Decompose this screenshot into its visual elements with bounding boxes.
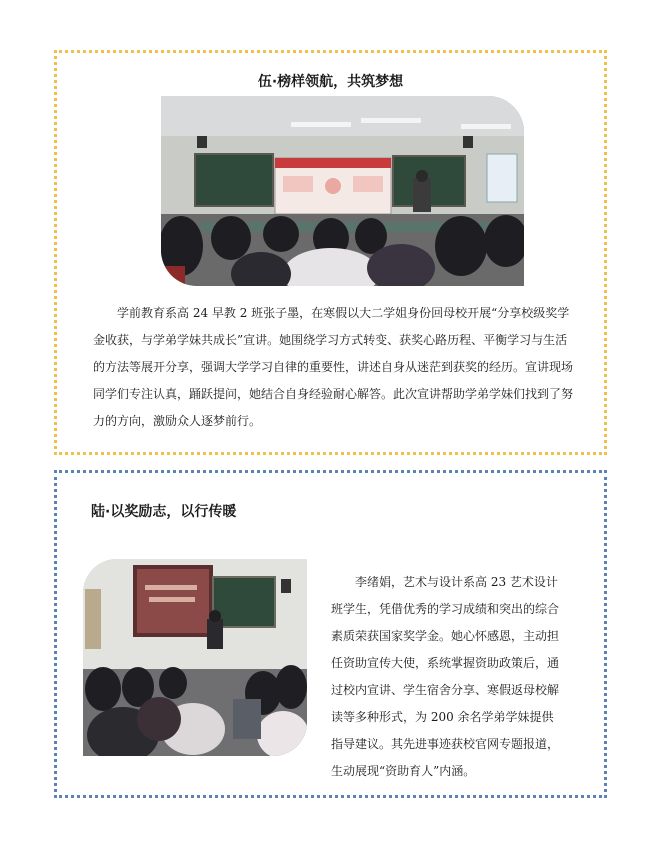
section-six-title: 陆·以奖励志，以行传暖	[91, 504, 237, 520]
section-five-title: 伍·榜样领航，共筑梦想	[257, 74, 404, 90]
classroom-lecture-illustration	[161, 96, 524, 286]
section-six-paragraph: 李绪娟，艺术与设计系高 23 艺术设计班学生，凭借优秀的学习成绩和突出的综合素质荣获国家奖学金。她心怀感恩，主动担任资助宣传大使，系统掌握资助政策后，通过校内宣讲、学生宿舍分享、寒假返母校解读等多种形式，为 200 余名学弟学妹提供指导建议。其先进事迹获校官网专题报道，生动展现“资助育人”内涵。	[331, 575, 560, 778]
section-six-card	[54, 470, 607, 798]
section-five-card	[54, 50, 607, 455]
classroom-lecture-photo	[161, 96, 524, 286]
award-student-speech-photo	[83, 559, 307, 756]
section-five-paragraph: 学前教育系高 24 早教 2 班张子墨，在寒假以大二学姐身份回母校开展“分享校级奖学金收获，与学弟学妹共成长”宣讲。她围绕学习方式转变、获奖心路历程、平衡学习与生活的方法等展开分享，强调大学学习自律的重要性，讲述自身从迷茫到获奖的经历。宣讲现场同学们专注认真，踊跃提问，她结合自身经验耐心解答。此次宣讲帮助学弟学妹们找到了努力的方向，激励众人逐梦前行。	[93, 306, 574, 428]
award-speech-illustration	[83, 559, 307, 756]
